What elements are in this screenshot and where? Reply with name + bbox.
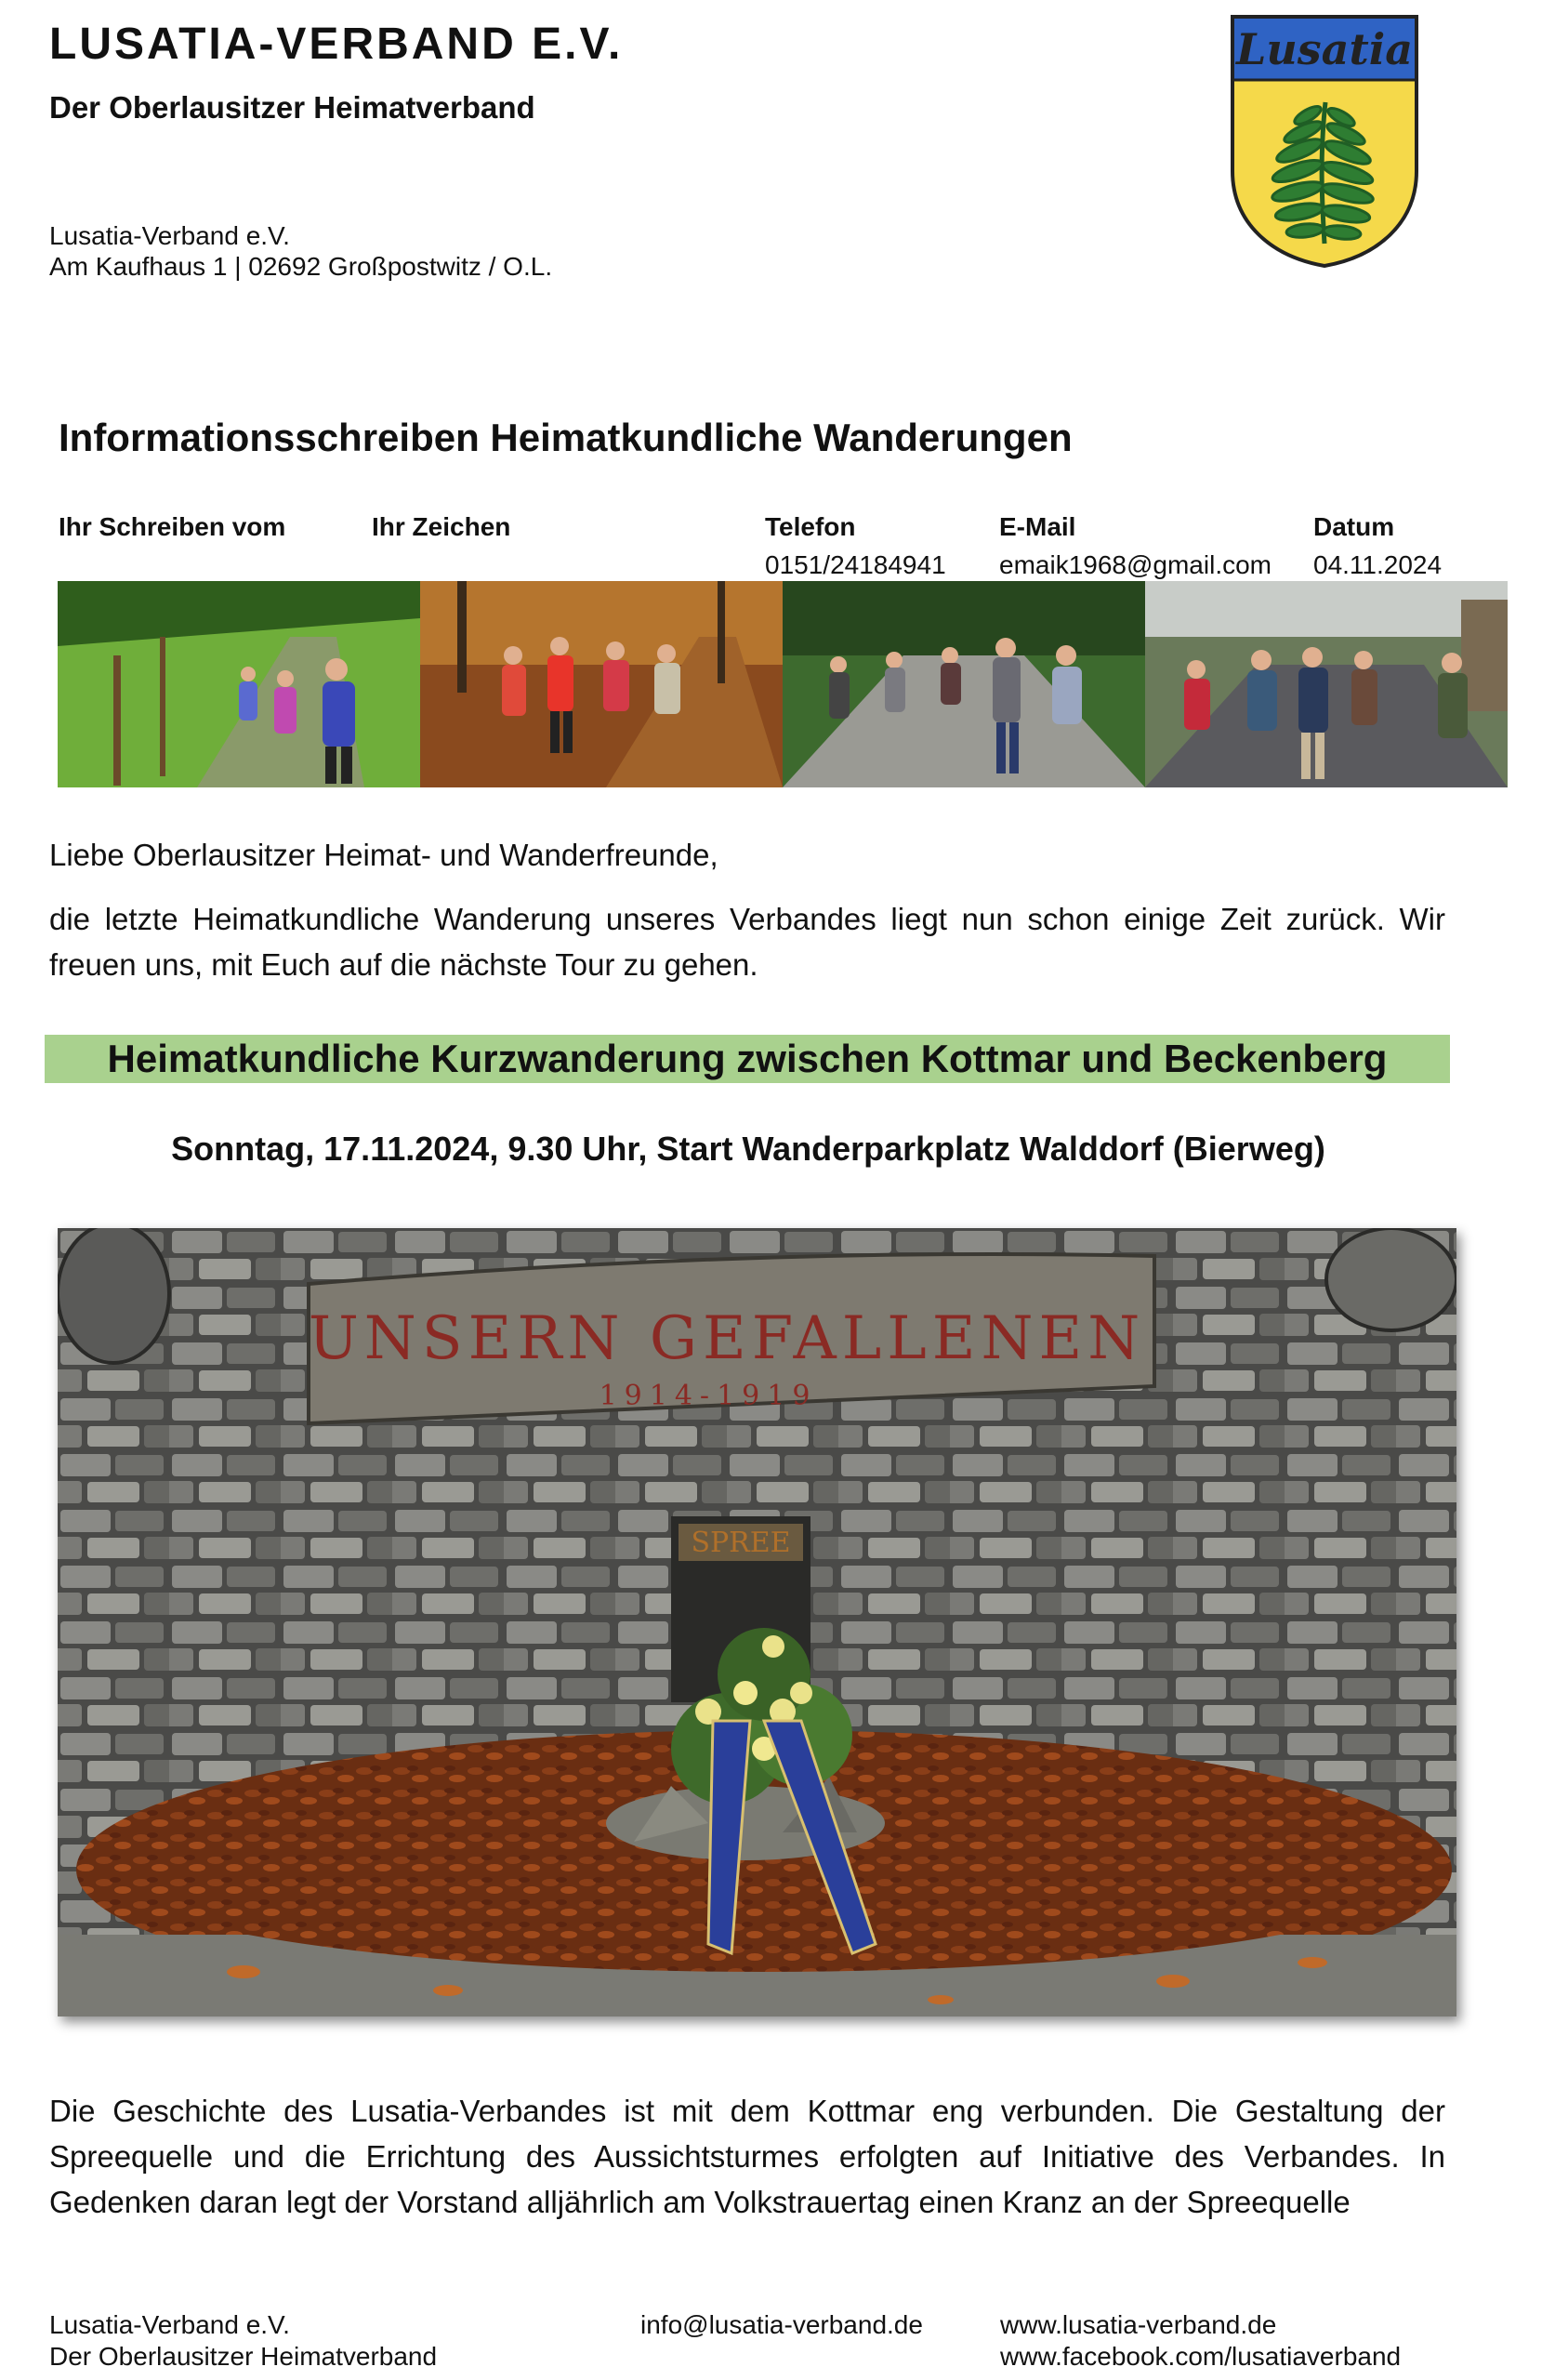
intro-paragraph: die letzte Heimatkundliche Wanderung unseres Verbandes liegt nun schon einige Zeit zurück. Wir freuen uns, mit Euch auf die nächste Tour zu gehen.	[49, 902, 1445, 982]
memorial-years: 1914-1919	[599, 1380, 818, 1412]
fern-coat-of-arms-icon	[1229, 13, 1420, 270]
meta-label-phone: Telefon	[765, 512, 856, 541]
event-title: Heimatkundliche Kurzwanderung zwischen Kottmar und Beckenberg	[107, 1037, 1388, 1080]
document-title: Informationsschreiben Heimatkundliche Wanderungen	[59, 416, 1073, 459]
footer-org-subtitle: Der Oberlausitzer Heimatverband	[49, 2342, 438, 2371]
hiking-photo-3	[783, 581, 1145, 787]
meta-label-your-ref: Ihr Zeichen	[372, 512, 511, 541]
event-date: Sonntag, 17.11.2024, 9.30 Uhr, Start Wanderparkplatz Walddorf (Bierweg)	[171, 1130, 1325, 1168]
meta-label-your-letter: Ihr Schreiben vom	[59, 512, 286, 541]
meta-label-date: Datum	[1313, 512, 1395, 541]
hiking-photo-2	[420, 581, 783, 787]
hiking-photo-collage	[58, 581, 1508, 787]
address-line-1: Lusatia-Verband e.V.	[49, 221, 290, 250]
meta-value-phone: 0151/24184941	[765, 550, 946, 579]
spree-plaque: SPREE	[691, 1527, 791, 1559]
logo-text: Lusatia	[1235, 24, 1414, 74]
hiking-photo-4	[1145, 581, 1508, 787]
organization-name: LUSATIA-VERBAND E.V.	[49, 20, 624, 69]
meta-value-date: 04.11.2024	[1313, 550, 1443, 579]
spreequelle-memorial-photo	[58, 1228, 1456, 2016]
history-paragraph: Die Geschichte des Lusatia-Verbandes ist mit dem Kottmar eng verbunden. Die Gestaltung der Spreequelle und die Errichtung des Aussichtsturmes erfolgten auf Initiative des Verbandes. In Gedenken daran legt der Vorstand alljährlich am Volkstrauertag einen Kranz an der Spreequelle	[49, 2094, 1445, 2219]
meta-value-email: emaik1968@gmail.com	[999, 550, 1272, 579]
address-line-2: Am Kaufhaus 1 | 02692 Großpostwitz / O.L.	[49, 252, 553, 281]
meta-label-email: E-Mail	[999, 512, 1076, 541]
greeting: Liebe Oberlausitzer Heimat- und Wanderfreunde,	[49, 838, 718, 872]
organization-subtitle: Der Oberlausitzer Heimatverband	[49, 90, 535, 125]
memorial-inscription: UNSERN GEFALLENEN	[308, 1304, 1146, 1373]
hiking-photo-1	[58, 581, 420, 787]
footer-email-link[interactable]: info@lusatia-verband.de	[640, 2310, 923, 2339]
footer-facebook-link[interactable]: www.facebook.com/lusatiaverband	[1000, 2342, 1402, 2371]
footer-org-name: Lusatia-Verband e.V.	[49, 2310, 290, 2339]
footer-website-link[interactable]: www.lusatia-verband.de	[1000, 2310, 1277, 2339]
